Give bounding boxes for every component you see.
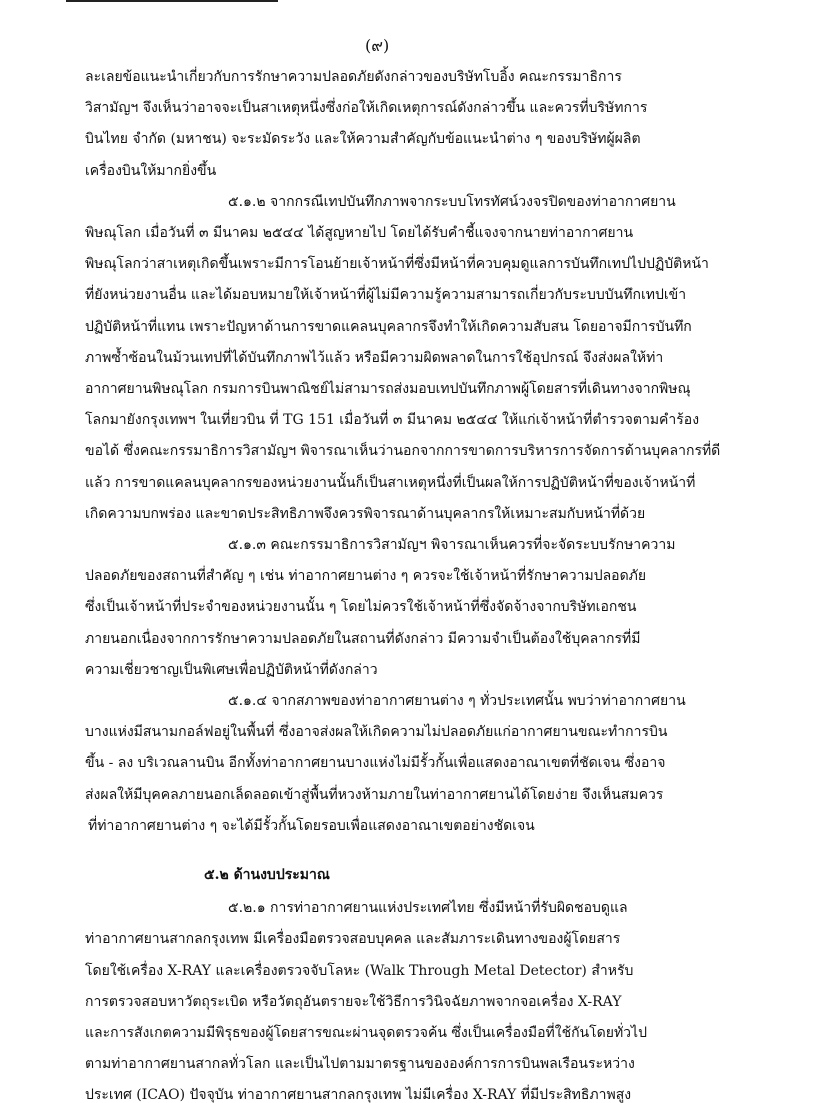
- text-line: ปฏิบัติหน้าที่แทน เพราะปัญหาด้านการขาดแคลนบุคลากรจึงทำให้เกิดความสับสน โดยอาจมีการบันทึก: [85, 318, 692, 335]
- text-line: วิสามัญฯ จึงเห็นว่าอาจจะเป็นสาเหตุหนึ่งซึ่งก่อให้เกิดเหตุการณ์ดังกล่าวขึ้น และควรที่บริษัทการ: [85, 100, 648, 117]
- text-line: ขอได้ ซึ่งคณะกรรมาธิการวิสามัญฯ พิจารณาเห็นว่านอกจากการขาดการบริหารการจัดการด้านบุคลากรที่ดี: [85, 443, 721, 460]
- text-line: การตรวจสอบหาวัตถุระเบิด หรือวัตถุอันตรายจะใช้วิธีการวินิจฉัยภาพจากจอเครื่อง X-RAY: [85, 993, 622, 1010]
- text-line: ที่ท่าอากาศยานต่าง ๆ จะได้มีรั้วกั้นโดยรอบเพื่อแสดงอาณาเขตอย่างชัดเจน: [88, 817, 535, 834]
- text-line: ขึ้น - ลง บริเวณลานบิน อีกทั้งท่าอากาศยานบางแห่งไม่มีรั้วกั้นเพื่อแสดงอาณาเขตที่ชัดเจน ซึ่งอาจ: [85, 755, 666, 772]
- text-line: ๕.๒.๑ การท่าอากาศยานแห่งประเทศไทย ซึ่งมีหน้าที่รับผิดชอบดูแล: [228, 900, 628, 917]
- text-line: พิษณุโลกว่าสาเหตุเกิดขึ้นเพราะมีการโอนย้ายเจ้าหน้าที่ซึ่งมีหน้าที่ควบคุมดูแลการบันทึกเทปไปปฏิบัติหน้า: [85, 256, 709, 273]
- text-line: ตามท่าอากาศยานสากลทั่วโลก และเป็นไปตามมาตรฐานขององค์การการบินพลเรือนระหว่าง: [85, 1056, 635, 1073]
- text-line: ประเทศ (ICAO) ปัจจุบัน ท่าอากาศยานสากลกรุงเทพ ไม่มีเครื่อง X-RAY ที่มีประสิทธิภาพสูง: [85, 1087, 632, 1103]
- text-line: โลกมายังกรุงเทพฯ ในเที่ยวบิน ที่ TG 151 เมื่อวันที่ ๓ มีนาคม ๒๕๔๔ ให้แก่เจ้าหน้าที่ตำรวจตามคำร้อง: [85, 412, 700, 429]
- text-line: ปลอดภัยของสถานที่สำคัญ ๆ เช่น ท่าอากาศยานต่าง ๆ ควรจะใช้เจ้าหน้าที่รักษาความปลอดภัย: [85, 568, 647, 585]
- text-line: ภายนอกเนื่องจากการรักษาความปลอดภัยในสถานที่ดังกล่าว มีความจำเป็นต้องใช้บุคลากรที่มี: [85, 630, 641, 647]
- text-line: เกิดความบกพร่อง และขาดประสิทธิภาพจึงควรพิจารณาด้านบุคลากรให้เหมาะสมกับหน้าที่ด้วย: [85, 505, 646, 522]
- text-line: เครื่องบินให้มากยิ่งขึ้น: [85, 162, 217, 179]
- text-line: ภาพซ้ำซ้อนในม้วนเทปที่ได้บันทึกภาพไว้แล้ว หรือมีความผิดพลาดในการใช้อุปกรณ์ จึงส่งผลให้ท่า: [85, 349, 664, 366]
- text-line: และการสังเกตความมีพิรุธของผู้โดยสารขณะผ่านจุดตรวจค้น ซึ่งเป็นเครื่องมือที่ใช้กันโดยทั่วไป: [85, 1025, 647, 1041]
- text-line: ซึ่งเป็นเจ้าหน้าที่ประจำของหน่วยงานนั้น ๆ โดยไม่ควรใช้เจ้าหน้าที่ซึ่งจัดจ้างจากบริษัทเอกชน: [85, 599, 637, 616]
- text-line: ท่าอากาศยานสากลกรุงเทพ มีเครื่องมือตรวจสอบบุคคล และสัมภาระเดินทางของผู้โดยสาร: [85, 931, 621, 948]
- text-line: ๕.๑.๔ จากสภาพของท่าอากาศยานต่าง ๆ ทั่วประเทศนั้น พบว่าท่าอากาศยาน: [228, 693, 686, 709]
- text-line: บินไทย จำกัด (มหาชน) จะระมัดระวัง และให้ความสำคัญกับข้อแนะนำต่าง ๆ ของบริษัทผู้ผลิต: [85, 131, 641, 148]
- text-line: แล้ว การขาดแคลนบุคลากรของหน่วยงานนั้นก็เป็นสาเหตุหนึ่งที่เป็นผลให้การปฏิบัติหน้าที่ของเจ้าหน้าที่: [85, 474, 696, 491]
- text-line: ๕.๑.๒ จากกรณีเทปบันทึกภาพจากระบบโทรทัศน์วงจรปิดของท่าอากาศยาน: [228, 193, 676, 210]
- section-heading: ๕.๒ ด้านงบประมาณ: [204, 867, 330, 883]
- page-number: (๙): [365, 36, 390, 55]
- text-line: ๕.๑.๓ คณะกรรมาธิการวิสามัญฯ พิจารณาเห็นควรที่จะจัดระบบรักษาความ: [228, 537, 676, 553]
- text-line: ที่ยังหน่วยงานอื่น และได้มอบหมายให้เจ้าหน้าที่ผู้ไม่มีความรู้ความสามารถเกี่ยวกับระบบบันทึกเทปเข้า: [85, 287, 687, 304]
- top-rule: [66, 0, 278, 2]
- text-line: ส่งผลให้มีบุคคลภายนอกเล็ดลอดเข้าสู่พื้นที่หวงห้ามภายในท่าอากาศยานได้โดยง่าย จึงเห็นสมควร: [85, 786, 664, 803]
- text-line: บางแห่งมีสนามกอล์ฟอยู่ในพื้นที่ ซึ่งอาจส่งผลให้เกิดความไม่ปลอดภัยแก่อากาศยานขณะทำการบิน: [85, 724, 668, 741]
- text-line: ความเชี่ยวชาญเป็นพิเศษเพื่อปฏิบัติหน้าที่ดังกล่าว: [85, 661, 378, 678]
- text-line: โดยใช้เครื่อง X-RAY และเครื่องตรวจจับโลหะ (Walk Through Metal Detector) สำหรับ: [85, 962, 634, 979]
- text-line: อากาศยานพิษณุโลก กรมการบินพาณิชย์ไม่สามารถส่งมอบเทปบันทึกภาพผู้โดยสารที่เดินทางจากพิษณุ: [85, 381, 691, 397]
- text-line: ละเลยข้อแนะนำเกี่ยวกับการรักษาความปลอดภัยดังกล่าวของบริษัทโบอิ้ง คณะกรรมาธิการ: [85, 69, 622, 85]
- text-line: พิษณุโลก เมื่อวันที่ ๓ มีนาคม ๒๕๔๔ ได้สูญหายไป โดยได้รับคำชี้แจงจากนายท่าอากาศยาน: [85, 225, 634, 241]
